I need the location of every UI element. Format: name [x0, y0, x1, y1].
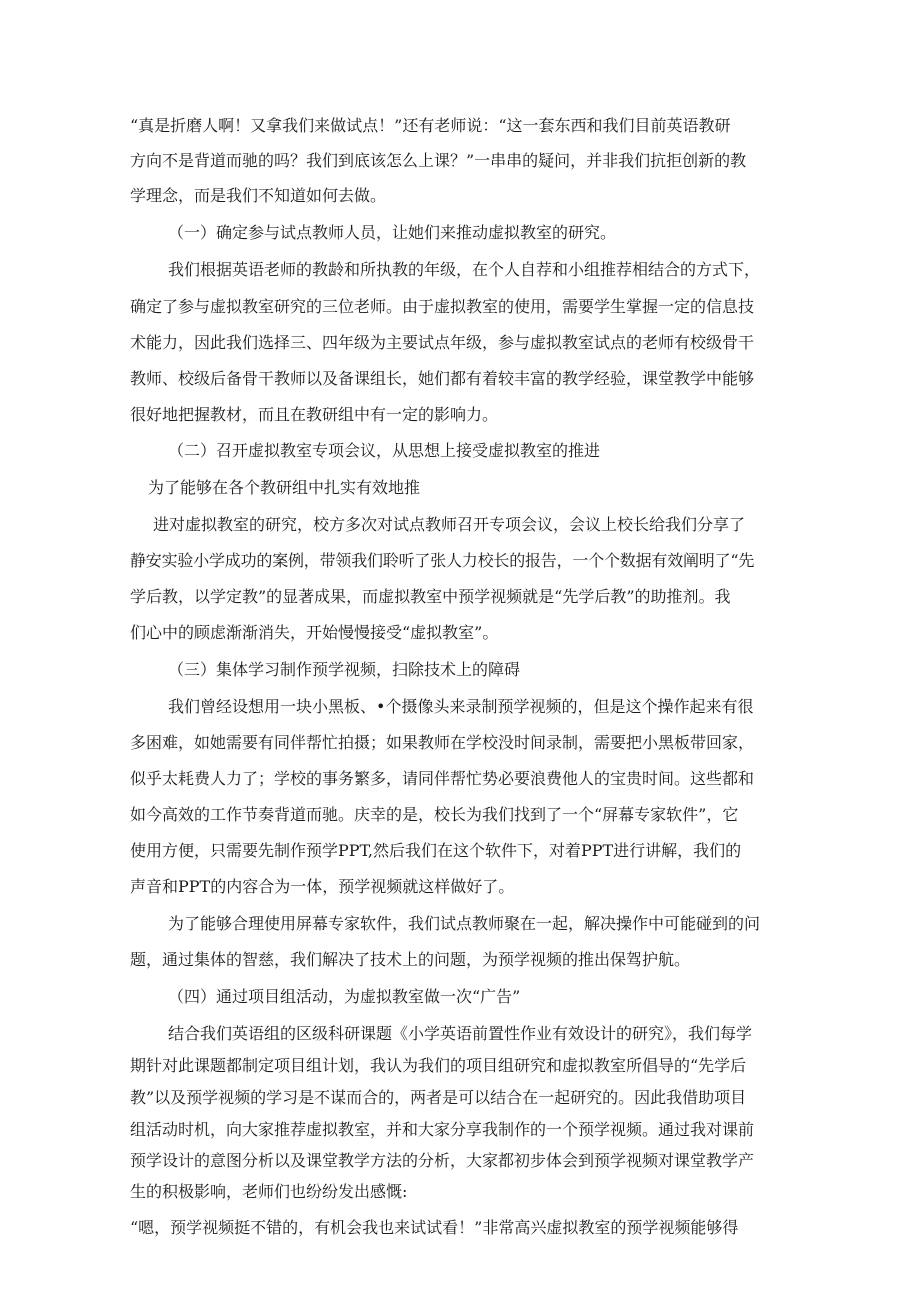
paragraph-line: 预学设计的意图分析以及课堂教学方法的分析，大家都初步体会到预学视频对课堂教学产 [130, 1151, 755, 1170]
paragraph-line: 教”以及预学视频的学习是不谋而合的，两者是可以结合在一起研究的。因此我借助项目 [130, 1088, 747, 1107]
paragraph-line: 很好地把握教材，而且在教研组中有一定的影响力。 [130, 405, 499, 424]
paragraph-line: 题，通过集体的智慈，我们解决了技术上的问题，为预学视频的推出保驾护航。 [130, 950, 691, 969]
paragraph-line: 我们曾经设想用一块小黑板、•个摄像头来录制预学视频的，但是这个操作起来有很 [168, 697, 754, 716]
paragraph-line: 似乎太耗费人力了；学校的事务繁多，请同伴帮忙势必要浪费他人的宝贵时间。这些都和 [130, 769, 755, 788]
paragraph-line: 学后教，以学定教”的显著成果，而虚拟教室中预学视频就是“先学后教”的助推剂。我 [130, 587, 731, 606]
paragraph-line: “嗯，预学视频挺不错的，有机会我也来试试看！”非常高兴虚拟教室的预学视频能够得 [130, 1218, 739, 1237]
paragraph-line: 方向不是背道而驰的吗？我们到底该怎么上课？”一串串的疑问，并非我们抗拒创新的教 [130, 151, 747, 170]
section-heading: （四）通过项目组活动，为虚拟教室做一次“广告” [168, 987, 521, 1006]
section-heading: （二）召开虚拟教室专项会议，从思想上接受虚拟教室的推进 [168, 441, 601, 460]
paragraph-line: 为了能够合理使用屏幕专家软件，我们试点教师聚在一起，解决操作中可能碰到的问 [168, 914, 761, 933]
paragraph-line: 组活动时机，向大家推荐虚拟教室，并和大家分享我制作的一个预学视频。通过我对课前 [130, 1120, 755, 1139]
paragraph-line: 我们根据英语老师的教龄和所执教的年级，在个人自荐和小组推荐相结合的方式下， [168, 260, 761, 279]
paragraph-line: 使用方便，只需要先制作预学PPT,然后我们在这个软件下，对着PPT进行讲解，我们的 [130, 841, 742, 860]
paragraph-line: 学理念，而是我们不知道如何去做。 [130, 186, 387, 205]
paragraph-line: 结合我们英语组的区级科研课题《小学英语前置性作业有效设计的研究》，我们每学 [168, 1024, 753, 1043]
paragraph-line: 术能力，因此我们选择三、四年级为主要试点年级，参与虚拟教室试点的老师有校级骨干 [130, 333, 755, 352]
paragraph-line: 进对虚拟教室的研究，校方多次对试点教师召开专项会议，会议上校长给我们分享了 [153, 515, 746, 534]
paragraph-line: 确定了参与虚拟教室研究的三位老师。由于虚拟教室的使用，需要学生掌握一定的信息技 [130, 297, 755, 316]
paragraph-line: 期针对此课题都制定项目组计划，我认为我们的项目组研究和虚拟教室所倡导的“先学后 [130, 1056, 747, 1075]
paragraph-line: 多困难，如她需要有同伴帮忙拍摄；如果教师在学校没时间录制，需要把小黑板带回家， [130, 733, 755, 752]
paragraph-line: 们心中的顾虑渐渐消失，开始慢慢接受“虚拟教室”。 [130, 623, 499, 642]
section-heading: （一）确定参与试点教师人员，让她们来推动虚拟教室的研究。 [168, 223, 617, 242]
paragraph-line: 生的积极影响，老师们也纷纷发出感慨: [130, 1182, 408, 1201]
paragraph-line: 教师、校级后备骨干教师以及备课组长，她们都有着较丰富的教学经验，课堂教学中能够 [130, 369, 755, 388]
paragraph-line: 如今高效的工作节奏背道而驰。庆幸的是，校长为我们找到了一个“屏幕专家软件”，它 [130, 805, 739, 824]
paragraph-line: 声音和PPT的内容合为一体，预学视频就这样做好了。 [130, 877, 515, 896]
paragraph-line: 为了能够在各个教研组中扎实有效地推 [148, 478, 421, 497]
paragraph-line: “真是折磨人啊！又拿我们来做试点！”还有老师说：“这一套东西和我们目前英语教研 [130, 116, 731, 135]
paragraph-line: 静安实验小学成功的案例，带领我们聆听了张人力校长的报告，一个个数据有效阐明了“先 [130, 551, 755, 570]
section-heading: （三）集体学习制作预学视频，扫除技术上的障碍 [168, 660, 521, 679]
